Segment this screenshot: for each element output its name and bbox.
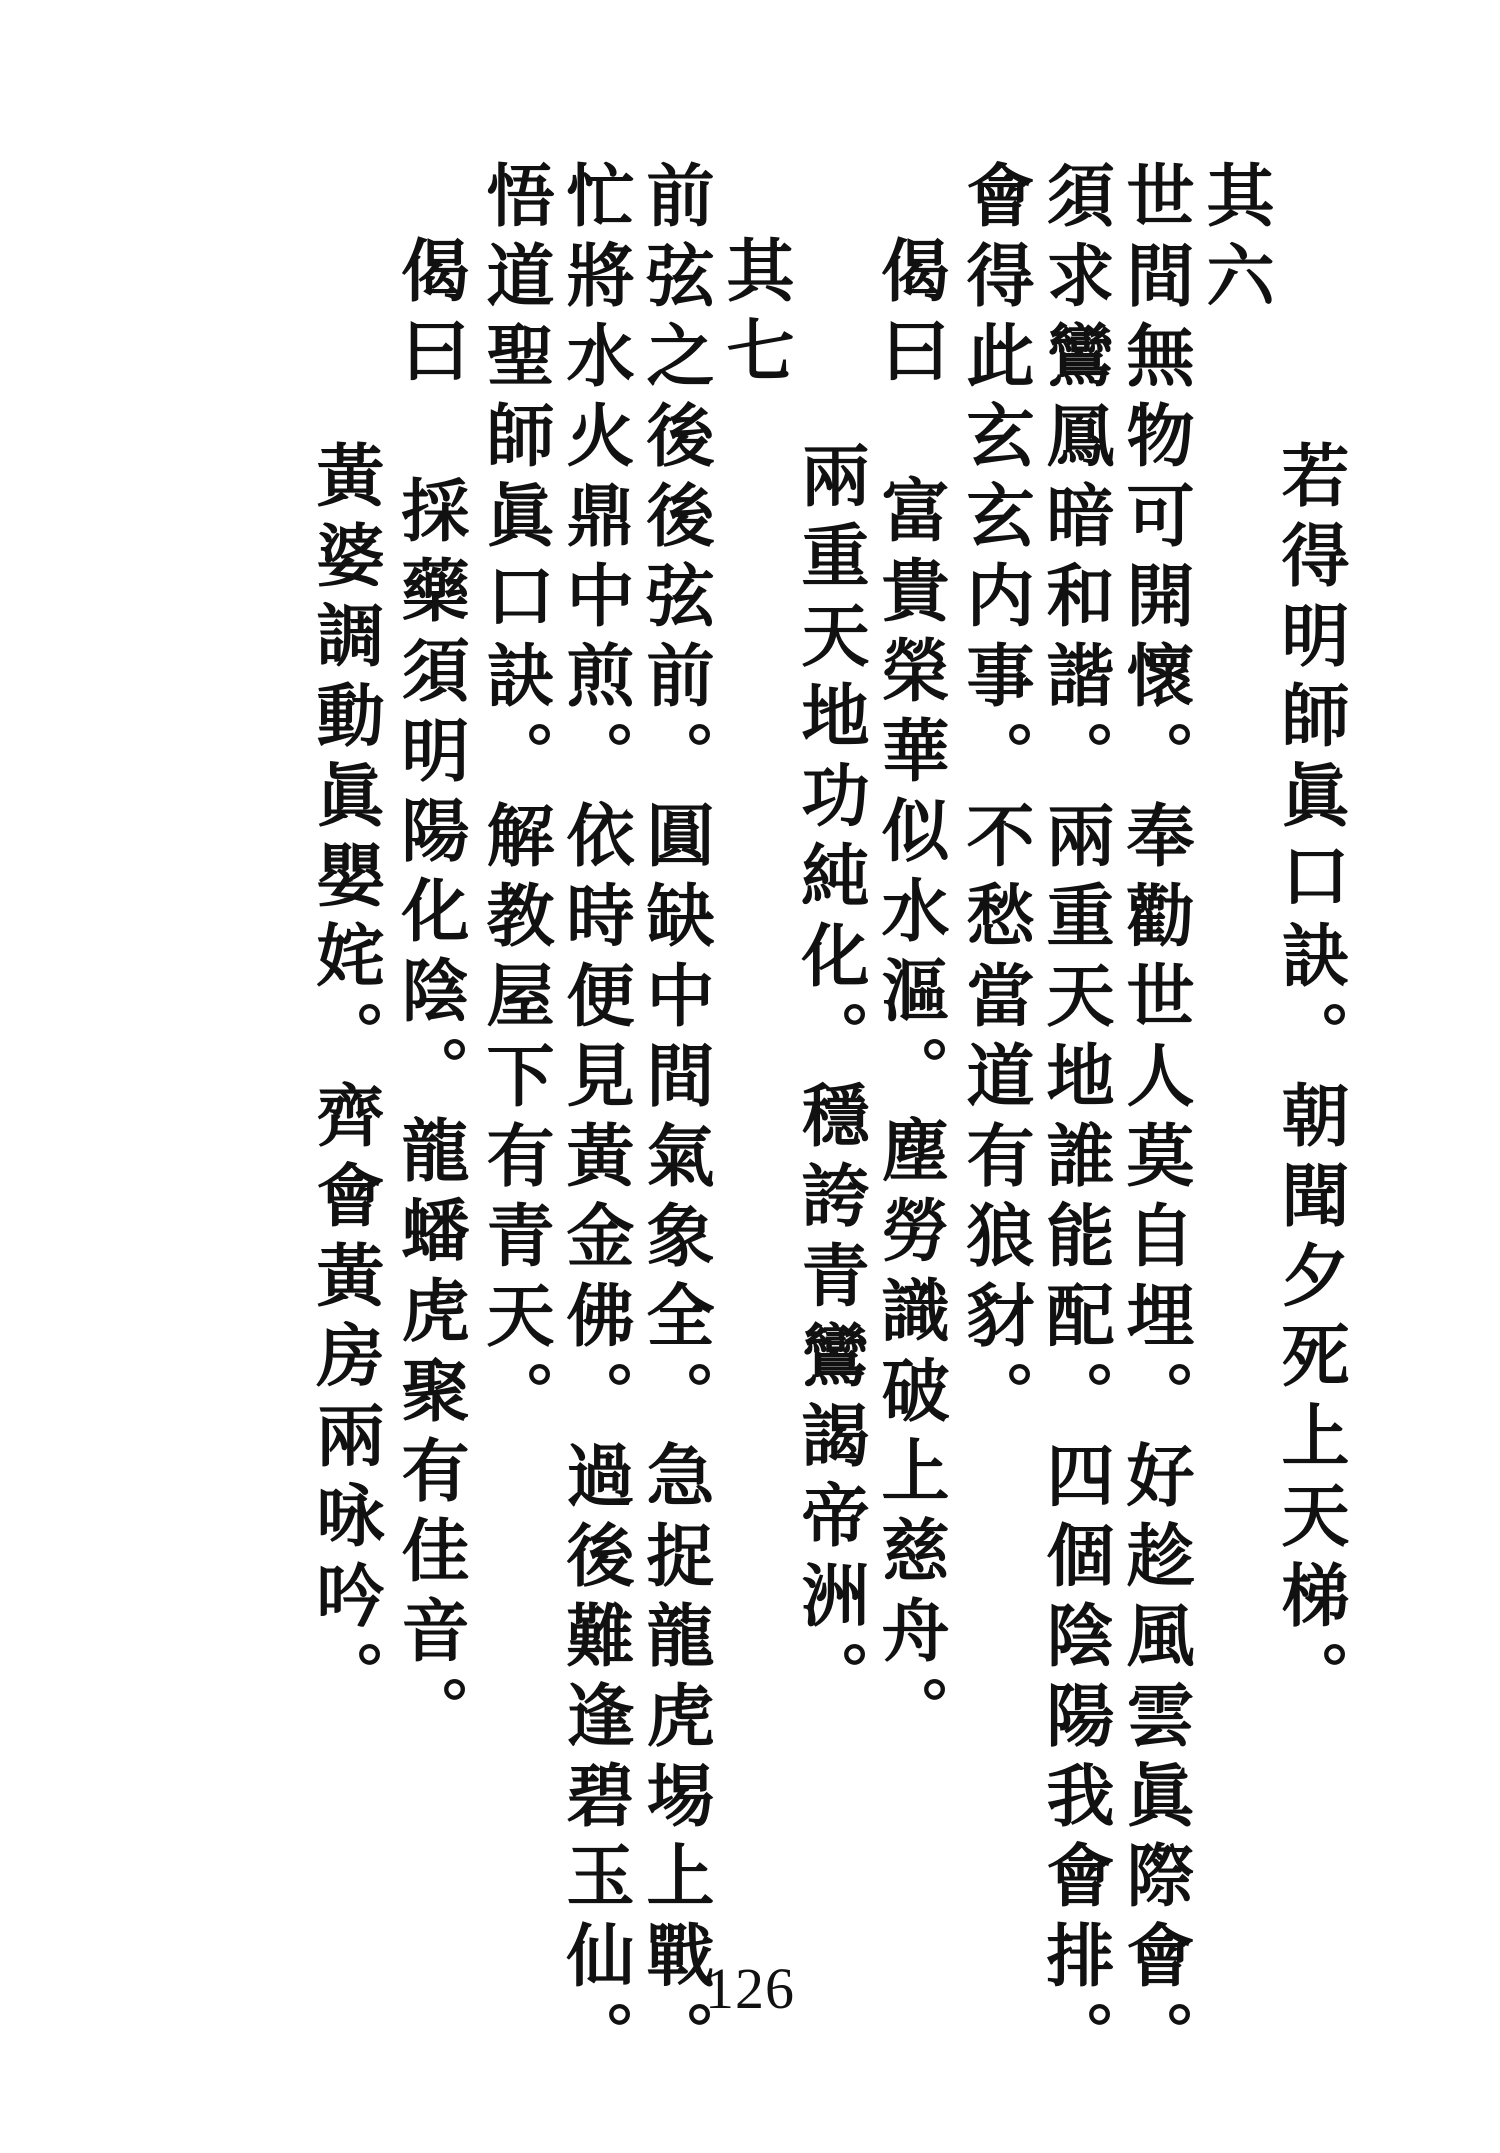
heading-qi-qi: 其七 [715,235,795,395]
heading-qi-liu: 其六 [1195,160,1275,320]
verse-column-1: 若得明師眞口訣。朝聞夕死上天梯。 [1270,440,1350,1720]
verse-column-7: 悟道聖師眞口訣。解教屋下有青天。 [475,160,555,1440]
verse-column-5: 前弦之後後弦前。圓缺中間氣象全。急捉龍虎埸上戰。 [635,160,715,2080]
gatha-column-3: 偈曰 採藥須明陽化陰。龍蟠虎聚有佳音。 [390,235,470,1755]
verse-column-6: 忙將水火鼎中煎。依時便見黃金佛。過後難逢碧玉仙。 [555,160,635,2080]
verse-column-2: 世間無物可開懷。奉勸世人莫自埋。好趁風雲眞際會。 [1115,160,1195,2080]
verse-column-3: 須求鸞鳳暗和諧。兩重天地誰能配。四個陰陽我會排。 [1035,160,1115,2080]
verse-column-4: 會得此玄玄内事。不愁當道有狼豺。 [955,160,1035,1440]
gatha-column-4: 黃婆調動眞嬰姹。齊會黃房兩咏吟。 [305,440,385,1720]
gatha-column-1: 偈曰 富貴榮華似水漚。塵勞識破上慈舟。 [870,235,950,1755]
gatha-column-2: 兩重天地功純化。穩誇青鸞謁帝洲。 [790,440,870,1720]
page-number: 126 [705,1956,795,2021]
